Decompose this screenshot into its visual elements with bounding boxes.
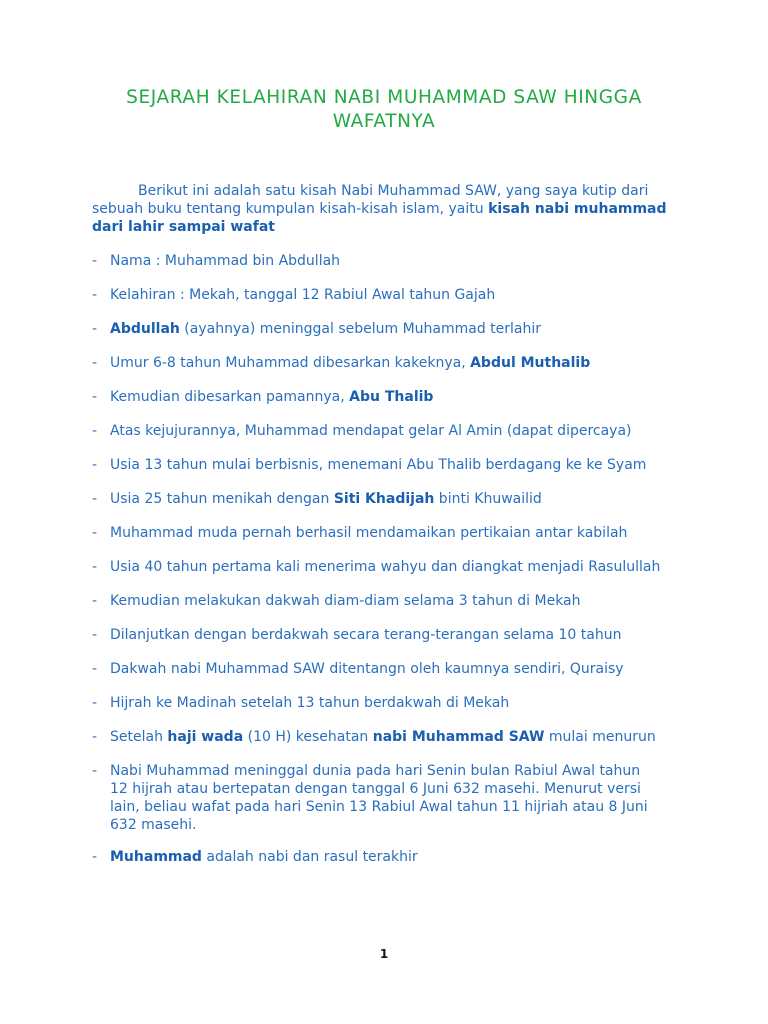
item-text: Kemudian dibesarkan pamannya, [110,389,350,405]
list-item [92,524,672,542]
list-dash: - [92,627,98,643]
list-dash: - [92,729,98,745]
list-dash: - [92,389,98,405]
title-line-2: WAFATNYA [332,111,436,132]
list-dash: - [92,423,98,439]
item-text: Kelahiran : Mekah, tanggal 12 Rabiul Awal tahun Gajah [110,287,496,303]
item-text: Setelah [110,729,168,745]
item-text: Umur 6-8 tahun Muhammad dibesarkan kakeknya, [110,355,471,371]
item-text: Nabi Muhammad meninggal dunia pada hari Senin bulan Rabiul Awal tahun 12 hijrah atau bertepatan dengan tanggal 6 Juni 632 masehi. Menurut versi lain, beliau wafat pada hari Senin 13 Rabiul Awal tahun 11 hijriah atau 8 Juni 632 masehi. [110,763,648,833]
item-text: Usia 40 tahun pertama kali menerima wahyu dan diangkat menjadi Rasulullah [110,559,661,575]
list-item [92,592,672,610]
list-dash: - [92,559,98,575]
item-bold: Abdul Muthalib [470,355,591,371]
list-item [92,728,672,746]
page-number: 1 [379,947,389,961]
item-text: (10 H) kesehatan [243,729,373,745]
list-item [92,626,672,644]
list-item [92,762,652,834]
list-item [92,252,672,270]
item-text: Usia 13 tahun mulai berbisnis, menemani Abu Thalib berdagang ke ke Syam [110,457,647,473]
intro-paragraph [92,182,692,236]
list-dash: - [92,253,98,269]
list-item [92,422,672,440]
item-bold: nabi Muhammad SAW [372,729,545,745]
list-item [92,354,672,372]
item-bold: haji wada [167,729,244,745]
list-item [92,848,672,866]
list-item [92,388,672,406]
list-dash: - [92,593,98,609]
item-bold: Siti Khadijah [333,491,435,507]
item-text: mulai menurun [544,729,656,745]
list-dash: - [92,525,98,541]
title-line-1: SEJARAH KELAHIRAN NABI MUHAMMAD SAW HINGGA [126,87,642,108]
item-bold: Abdullah [110,321,180,337]
list-dash: - [92,763,98,779]
intro-text: Berikut ini adalah satu kisah Nabi Muhammad SAW, yang saya kutip dari sebuah buku tentang kumpulan kisah-kisah islam, yaitu [92,183,649,217]
list-item [92,490,672,508]
item-text: adalah nabi dan rasul terakhir [201,849,418,865]
item-text: Kemudian melakukan dakwah diam-diam selama 3 tahun di Mekah [110,593,581,609]
list-item [92,694,672,712]
item-bold: Muhammad [110,849,202,865]
item-text: (ayahnya) meninggal sebelum Muhammad terlahir [179,321,542,337]
list-dash: - [92,355,98,371]
list-item [92,456,672,474]
item-text: Dakwah nabi Muhammad SAW ditentangn oleh kaumnya sendiri, Quraisy [110,661,624,677]
list-dash: - [92,695,98,711]
list-dash: - [92,457,98,473]
item-text: Usia 25 tahun menikah dengan [110,491,334,507]
list-item [92,660,672,678]
list-dash: - [92,849,98,865]
list-item [92,286,672,304]
item-text: Hijrah ke Madinah setelah 13 tahun berdakwah di Mekah [110,695,510,711]
list-item [92,320,672,338]
document-title [60,86,708,134]
list-dash: - [92,287,98,303]
list-dash: - [92,661,98,677]
item-text: binti Khuwailid [434,491,542,507]
intro-bold-text: kisah nabi muhammad dari lahir sampai wafat [92,201,667,235]
item-bold: Abu Thalib [349,389,434,405]
list-item [92,558,672,576]
item-text: Muhammad muda pernah berhasil mendamaikan pertikaian antar kabilah [110,525,628,541]
item-text: Nama : Muhammad bin Abdullah [110,253,341,269]
item-text: Dilanjutkan dengan berdakwah secara terang-terangan selama 10 tahun [110,627,622,643]
list-dash: - [92,491,98,507]
item-text: Atas kejujurannya, Muhammad mendapat gelar Al Amin (dapat dipercaya) [110,423,632,439]
list-dash: - [92,321,98,337]
